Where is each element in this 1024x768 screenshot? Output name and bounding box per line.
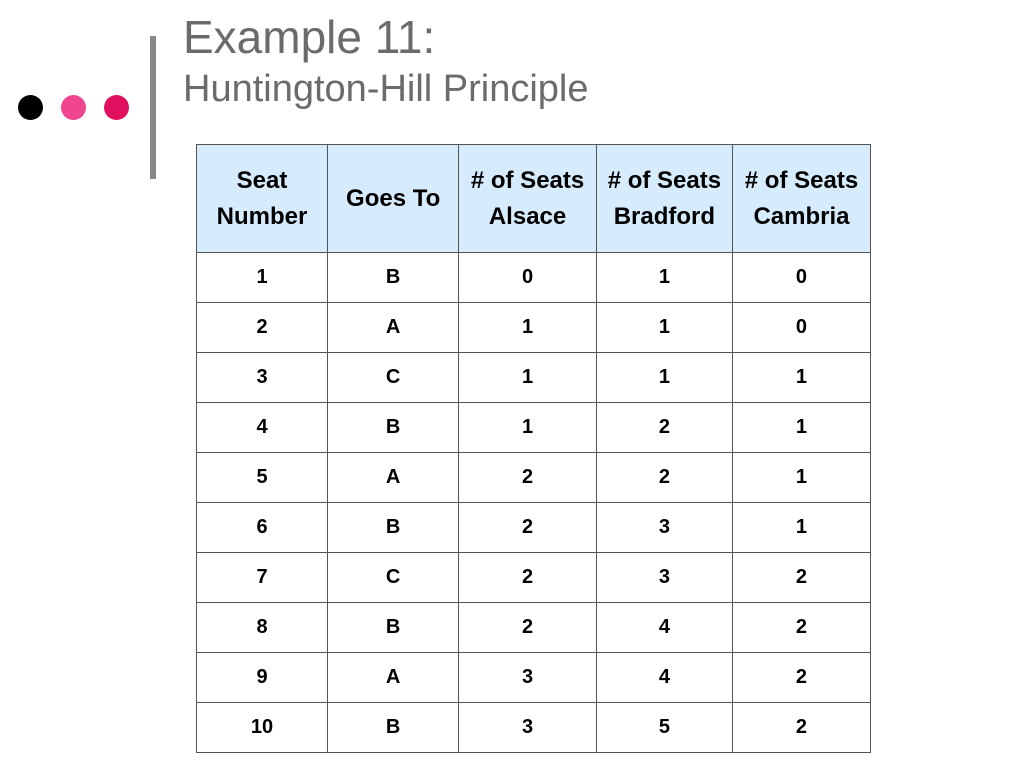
- header-seats-alsace: [459, 145, 597, 253]
- cell-goes-to: B: [328, 403, 459, 453]
- cell-goes-to: A: [328, 653, 459, 703]
- table-row: [197, 453, 871, 503]
- cell-seats-alsace: 1: [459, 353, 597, 403]
- slide-title-line-1: Example 11:: [183, 11, 436, 63]
- cell-seat-number: 1: [197, 253, 328, 303]
- cell-seats-alsace: 2: [459, 553, 597, 603]
- cell-seats-cambria: 2: [732, 653, 870, 703]
- cell-seats-cambria: 1: [732, 453, 870, 503]
- cell-seats-cambria: 1: [732, 403, 870, 453]
- header-seats-cambria: [732, 145, 870, 253]
- table-row: [197, 603, 871, 653]
- table-row: [197, 553, 871, 603]
- cell-seats-alsace: 2: [459, 453, 597, 503]
- title-divider-bar: [150, 36, 156, 179]
- header-seat-number: [197, 145, 328, 253]
- header-text: # of Seats: [607, 166, 722, 194]
- table-header-row: [197, 145, 871, 253]
- table-row: [197, 303, 871, 353]
- cell-seat-number: 4: [197, 403, 328, 453]
- header-text: Seat: [236, 166, 288, 194]
- cell-goes-to: B: [328, 603, 459, 653]
- cell-seats-alsace: 0: [459, 253, 597, 303]
- cell-seat-number: 3: [197, 353, 328, 403]
- cell-seats-cambria: 2: [732, 603, 870, 653]
- cell-seats-bradford: 5: [596, 703, 732, 753]
- cell-seats-alsace: 1: [459, 303, 597, 353]
- slide-title: [183, 11, 589, 110]
- cell-seat-number: 7: [197, 553, 328, 603]
- cell-seats-cambria: 1: [732, 503, 870, 553]
- cell-seats-bradford: 1: [596, 253, 732, 303]
- cell-seats-bradford: 1: [596, 303, 732, 353]
- cell-seats-alsace: 2: [459, 603, 597, 653]
- cell-seats-alsace: 1: [459, 403, 597, 453]
- table-body: [197, 253, 871, 753]
- cell-goes-to: A: [328, 303, 459, 353]
- table-header: [197, 145, 871, 253]
- cell-seats-bradford: 3: [596, 503, 732, 553]
- cell-seats-alsace: 2: [459, 503, 597, 553]
- cell-seat-number: 9: [197, 653, 328, 703]
- cell-seats-bradford: 1: [596, 353, 732, 403]
- cell-seats-cambria: 0: [732, 253, 870, 303]
- apportionment-table: [196, 144, 871, 753]
- table-row: [197, 403, 871, 453]
- header-text: # of Seats: [744, 166, 859, 194]
- cell-goes-to: B: [328, 253, 459, 303]
- table-row: [197, 353, 871, 403]
- cell-seats-bradford: 4: [596, 603, 732, 653]
- table-row: [197, 703, 871, 753]
- cell-seats-alsace: 3: [459, 653, 597, 703]
- decorative-dot-pink: [61, 95, 86, 120]
- cell-seats-bradford: 4: [596, 653, 732, 703]
- cell-seat-number: 2: [197, 303, 328, 353]
- cell-seats-bradford: 3: [596, 553, 732, 603]
- header-text: # of Seats: [470, 166, 585, 194]
- cell-seats-cambria: 0: [732, 303, 870, 353]
- cell-goes-to: A: [328, 453, 459, 503]
- decorative-dot-black: [18, 95, 43, 120]
- cell-goes-to: B: [328, 503, 459, 553]
- table-row: [197, 503, 871, 553]
- header-text: Bradford: [613, 202, 716, 230]
- header-text: Goes To: [346, 184, 441, 212]
- cell-seat-number: 6: [197, 503, 328, 553]
- cell-seats-bradford: 2: [596, 453, 732, 503]
- header-text: Cambria: [753, 202, 850, 230]
- header-text: Alsace: [488, 202, 567, 230]
- header-goes-to: [328, 145, 459, 253]
- header-seats-bradford: [596, 145, 732, 253]
- table-row: [197, 253, 871, 303]
- cell-seats-alsace: 3: [459, 703, 597, 753]
- cell-goes-to: C: [328, 353, 459, 403]
- cell-goes-to: B: [328, 703, 459, 753]
- cell-seats-cambria: 2: [732, 553, 870, 603]
- header-text: Number: [216, 202, 308, 230]
- slide-subtitle: Huntington-Hill Principle: [183, 68, 589, 110]
- cell-seats-cambria: 1: [732, 353, 870, 403]
- cell-seat-number: 8: [197, 603, 328, 653]
- cell-seat-number: 5: [197, 453, 328, 503]
- decorative-dot-magenta: [104, 95, 129, 120]
- table-row: [197, 653, 871, 703]
- cell-goes-to: C: [328, 553, 459, 603]
- cell-seats-cambria: 2: [732, 703, 870, 753]
- cell-seats-bradford: 2: [596, 403, 732, 453]
- cell-seat-number: 10: [197, 703, 328, 753]
